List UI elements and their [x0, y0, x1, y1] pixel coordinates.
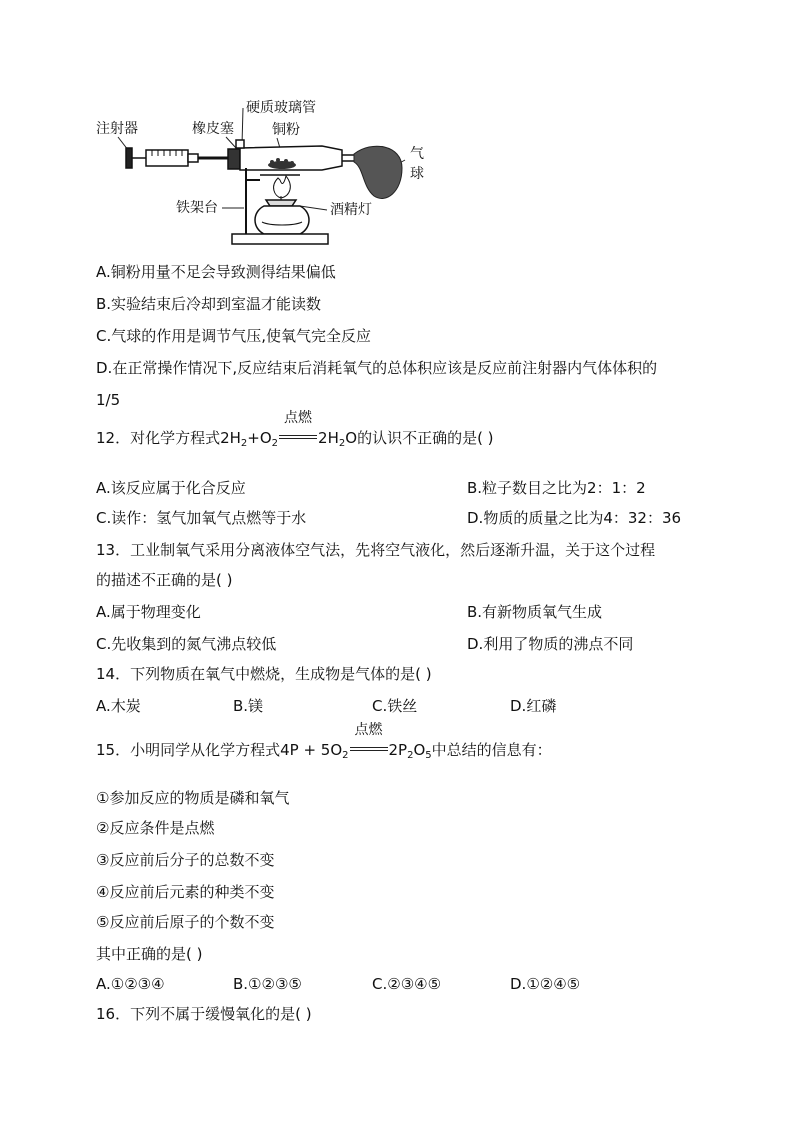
label-balloon-2: 球	[410, 166, 424, 182]
q15-option-b: B.①②③⑤	[233, 975, 302, 993]
q12-option-c: C.读作：氢气加氧气点燃等于水	[96, 509, 307, 527]
q13-option-d: D.利用了物质的沸点不同	[467, 635, 634, 653]
label-lamp: 酒精灯	[330, 202, 372, 218]
label-copper: 铜粉	[272, 122, 300, 138]
q12-condition: 点燃	[284, 410, 313, 426]
q15-suffix: 中总结的信息有：	[431, 741, 552, 759]
q15-option-c: C.②③④⑤	[372, 975, 442, 993]
q13-options-row2	[96, 634, 634, 654]
q12-stem	[96, 410, 494, 454]
q12-equation: $2H_2+O_2$ 点燃 $2H_2O$	[220, 410, 358, 449]
label-stopper: 橡皮塞	[192, 121, 234, 137]
q15-prefix: 15．小明同学从化学方程式	[96, 741, 281, 759]
q15-item-2: ②反应条件是点燃	[96, 819, 215, 837]
q12-options-row1	[96, 478, 646, 498]
syringe-shape	[126, 148, 228, 168]
q15-item-3: ③反应前后分子的总数不变	[96, 851, 275, 869]
label-tube: 硬质玻璃管	[246, 100, 316, 116]
q16-stem: 16．下列不属于缓慢氧化的是( )	[96, 1005, 312, 1023]
q11-option-c: C.气球的作用是调节气压,使氧气完全反应	[96, 327, 372, 345]
q12-suffix: 的认识不正确的是( )	[357, 429, 494, 447]
q13-option-a: A.属于物理变化	[96, 603, 201, 621]
q12-options-row2	[96, 508, 682, 528]
q11-option-d: D.在正常操作情况下,反应结束后消耗氧气的总体积应该是反应前注射器内气体体积的	[96, 359, 658, 377]
label-syringe: 注射器	[96, 121, 138, 137]
balloon-shape	[354, 146, 402, 198]
alcohol-lamp-shape	[255, 200, 309, 234]
q12-option-d: D.物质的质量之比为4：32：36	[467, 509, 682, 527]
q13-option-b: B.有新物质氧气生成	[467, 603, 603, 621]
q15-item-5: ⑤反应前后原子的个数不变	[96, 913, 275, 931]
q15-item-1: ①参加反应的物质是磷和氧气	[96, 789, 290, 807]
q14-option-d: D.红磷	[510, 697, 557, 715]
q13-option-c: C.先收集到的氮气沸点较低	[96, 635, 277, 653]
label-stand: 铁架台	[176, 200, 218, 216]
q15-ask: 其中正确的是( )	[96, 945, 203, 963]
q15-item-4: ④反应前后元素的种类不变	[96, 883, 275, 901]
q11-option-b: B.实验结束后冷却到室温才能读数	[96, 295, 322, 313]
q14-option-b: B.镁	[233, 697, 264, 715]
q12-option-b: B.粒子数目之比为2：1：2	[467, 479, 646, 497]
q15-stem	[96, 722, 552, 766]
q11-option-d-cont: 1/5	[96, 391, 121, 409]
q14-stem: 14．下列物质在氧气中燃烧，生成物是气体的是( )	[96, 665, 432, 683]
q13-options-row1	[96, 602, 603, 622]
q13-stem-1: 13．工业制氧气采用分离液体空气法，先将空气液化，然后逐渐升温，关于这个过程	[96, 541, 656, 559]
q15-condition: 点燃	[354, 722, 383, 738]
q15-option-d: D.①②④⑤	[510, 975, 581, 993]
apparatus-diagram	[0, 0, 794, 260]
q15-option-a: A.①②③④	[96, 975, 165, 993]
q12-prefix: 12．对化学方程式	[96, 429, 221, 447]
q14-option-a: A.木炭	[96, 697, 141, 715]
q15-equation: $4P + 5O_2$ 点燃 $2P_2O_5$	[280, 722, 432, 761]
q13-stem-2: 的描述不正确的是( )	[96, 571, 233, 589]
q12-option-a: A.该反应属于化合反应	[96, 479, 246, 497]
q14-option-c: C.铁丝	[372, 697, 418, 715]
q11-option-a: A.铜粉用量不足会导致测得结果偏低	[96, 263, 336, 281]
label-balloon-1: 气	[410, 146, 424, 162]
